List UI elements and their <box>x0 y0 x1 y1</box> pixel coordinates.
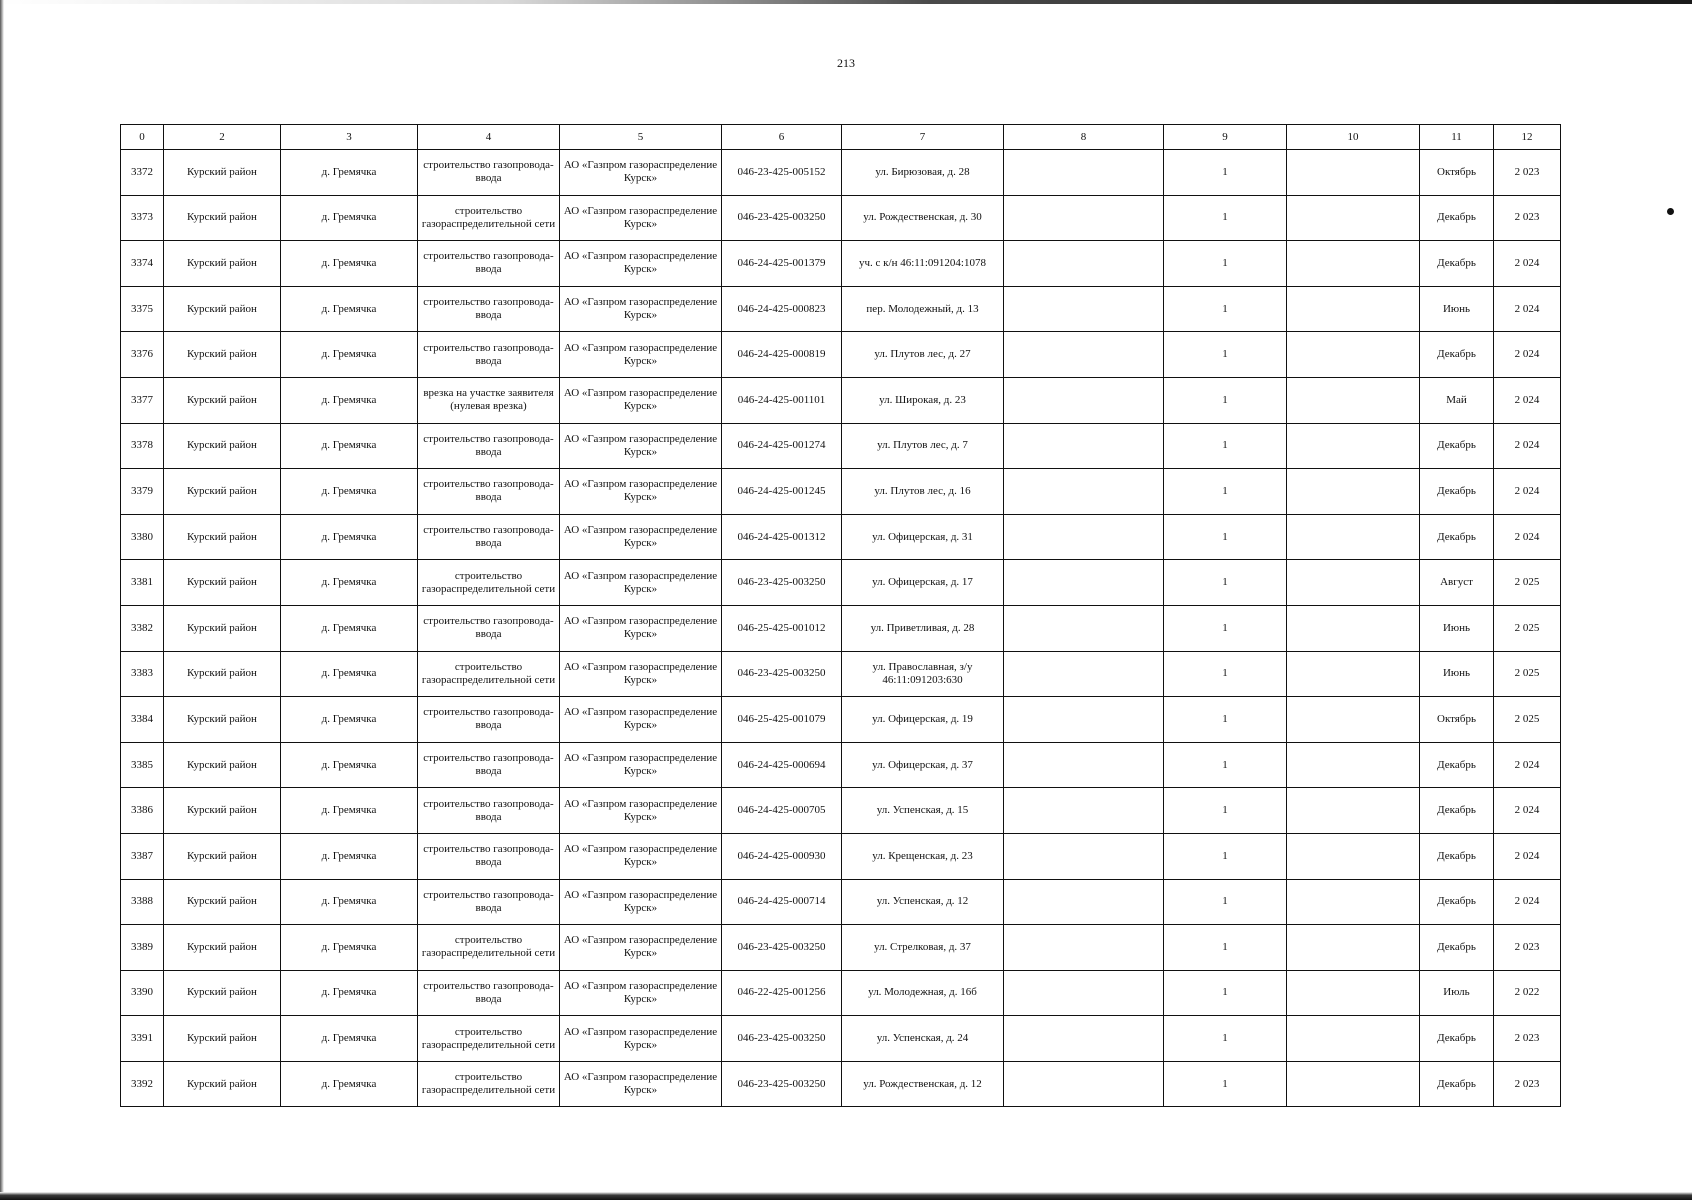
code-cell: 046-22-425-001256 <box>722 970 842 1016</box>
quantity-cell: 1 <box>1164 1016 1287 1062</box>
settlement-cell: д. Гремячка <box>281 788 418 834</box>
work-type-cell: строительство газопровода-ввода <box>418 605 560 651</box>
table-row <box>121 605 1561 651</box>
row-number-cell: 3383 <box>121 651 164 697</box>
scan-edge-left <box>0 0 4 1200</box>
column-10-cell <box>1287 970 1420 1016</box>
quantity-cell: 1 <box>1164 742 1287 788</box>
organization-cell: АО «Газпром газораспределение Курск» <box>560 742 722 788</box>
column-8-cell <box>1004 286 1164 332</box>
code-cell: 046-23-425-003250 <box>722 1061 842 1107</box>
year-cell: 2 024 <box>1494 788 1561 834</box>
column-10-cell <box>1287 195 1420 241</box>
quantity-cell: 1 <box>1164 560 1287 606</box>
organization-cell: АО «Газпром газораспределение Курск» <box>560 469 722 515</box>
district-cell: Курский район <box>164 195 281 241</box>
organization-cell: АО «Газпром газораспределение Курск» <box>560 925 722 971</box>
row-number-cell: 3387 <box>121 833 164 879</box>
district-cell: Курский район <box>164 697 281 743</box>
district-cell: Курский район <box>164 1061 281 1107</box>
year-cell: 2 024 <box>1494 241 1561 287</box>
column-8-cell <box>1004 377 1164 423</box>
column-10-cell <box>1287 286 1420 332</box>
address-cell: ул. Офицерская, д. 31 <box>842 514 1004 560</box>
settlement-cell: д. Гремячка <box>281 241 418 287</box>
organization-cell: АО «Газпром газораспределение Курск» <box>560 970 722 1016</box>
month-cell: Декабрь <box>1420 788 1494 834</box>
column-10-cell <box>1287 514 1420 560</box>
year-cell: 2 022 <box>1494 970 1561 1016</box>
code-cell: 046-25-425-001079 <box>722 697 842 743</box>
column-header: 5 <box>560 125 722 150</box>
column-10-cell <box>1287 241 1420 287</box>
column-header: 2 <box>164 125 281 150</box>
column-header: 6 <box>722 125 842 150</box>
year-cell: 2 024 <box>1494 377 1561 423</box>
address-cell: ул. Офицерская, д. 17 <box>842 560 1004 606</box>
month-cell: Декабрь <box>1420 469 1494 515</box>
table-body <box>121 150 1561 1107</box>
quantity-cell: 1 <box>1164 286 1287 332</box>
district-cell: Курский район <box>164 605 281 651</box>
column-8-cell <box>1004 651 1164 697</box>
column-header: 11 <box>1420 125 1494 150</box>
address-cell: ул. Успенская, д. 12 <box>842 879 1004 925</box>
month-cell: Май <box>1420 377 1494 423</box>
row-number-cell: 3373 <box>121 195 164 241</box>
column-8-cell <box>1004 925 1164 971</box>
code-cell: 046-24-425-000823 <box>722 286 842 332</box>
district-cell: Курский район <box>164 150 281 196</box>
quantity-cell: 1 <box>1164 514 1287 560</box>
month-cell: Декабрь <box>1420 925 1494 971</box>
organization-cell: АО «Газпром газораспределение Курск» <box>560 1061 722 1107</box>
column-10-cell <box>1287 1016 1420 1062</box>
scan-edge-bottom <box>0 1192 1692 1200</box>
column-header: 9 <box>1164 125 1287 150</box>
quantity-cell: 1 <box>1164 195 1287 241</box>
table-row <box>121 423 1561 469</box>
work-type-cell: строительство газопровода-ввода <box>418 514 560 560</box>
row-number-cell: 3386 <box>121 788 164 834</box>
table-row <box>121 195 1561 241</box>
year-cell: 2 023 <box>1494 195 1561 241</box>
quantity-cell: 1 <box>1164 469 1287 515</box>
year-cell: 2 023 <box>1494 1016 1561 1062</box>
quantity-cell: 1 <box>1164 605 1287 651</box>
row-number-cell: 3379 <box>121 469 164 515</box>
row-number-cell: 3374 <box>121 241 164 287</box>
table-row <box>121 560 1561 606</box>
column-10-cell <box>1287 560 1420 606</box>
code-cell: 046-23-425-005152 <box>722 150 842 196</box>
code-cell: 046-24-425-001312 <box>722 514 842 560</box>
code-cell: 046-23-425-003250 <box>722 195 842 241</box>
organization-cell: АО «Газпром газораспределение Курск» <box>560 788 722 834</box>
column-8-cell <box>1004 332 1164 378</box>
quantity-cell: 1 <box>1164 150 1287 196</box>
address-cell: ул. Плутов лес, д. 27 <box>842 332 1004 378</box>
column-8-cell <box>1004 697 1164 743</box>
column-8-cell <box>1004 788 1164 834</box>
address-cell: уч. с к/н 46:11:091204:1078 <box>842 241 1004 287</box>
quantity-cell: 1 <box>1164 833 1287 879</box>
work-type-cell: строительство газопровода-ввода <box>418 150 560 196</box>
month-cell: Декабрь <box>1420 1061 1494 1107</box>
address-cell: ул. Успенская, д. 24 <box>842 1016 1004 1062</box>
table-row <box>121 1016 1561 1062</box>
year-cell: 2 024 <box>1494 514 1561 560</box>
address-cell: ул. Молодежная, д. 16б <box>842 970 1004 1016</box>
quantity-cell: 1 <box>1164 423 1287 469</box>
page-number: 213 <box>837 56 855 70</box>
settlement-cell: д. Гремячка <box>281 332 418 378</box>
work-type-cell: строительство газораспределительной сети <box>418 1016 560 1062</box>
settlement-cell: д. Гремячка <box>281 195 418 241</box>
column-header: 4 <box>418 125 560 150</box>
column-10-cell <box>1287 697 1420 743</box>
month-cell: Декабрь <box>1420 423 1494 469</box>
quantity-cell: 1 <box>1164 925 1287 971</box>
column-10-cell <box>1287 377 1420 423</box>
row-number-cell: 3385 <box>121 742 164 788</box>
quantity-cell: 1 <box>1164 332 1287 378</box>
column-8-cell <box>1004 560 1164 606</box>
district-cell: Курский район <box>164 560 281 606</box>
code-cell: 046-24-425-000714 <box>722 879 842 925</box>
column-10-cell <box>1287 833 1420 879</box>
table-row <box>121 241 1561 287</box>
month-cell: Декабрь <box>1420 742 1494 788</box>
year-cell: 2 024 <box>1494 332 1561 378</box>
work-type-cell: строительство газопровода-ввода <box>418 879 560 925</box>
quantity-cell: 1 <box>1164 788 1287 834</box>
column-10-cell <box>1287 1061 1420 1107</box>
quantity-cell: 1 <box>1164 241 1287 287</box>
district-cell: Курский район <box>164 469 281 515</box>
quantity-cell: 1 <box>1164 697 1287 743</box>
column-10-cell <box>1287 925 1420 971</box>
month-cell: Июль <box>1420 970 1494 1016</box>
column-10-cell <box>1287 742 1420 788</box>
table-row <box>121 332 1561 378</box>
table-row <box>121 514 1561 560</box>
address-cell: ул. Офицерская, д. 19 <box>842 697 1004 743</box>
organization-cell: АО «Газпром газораспределение Курск» <box>560 332 722 378</box>
column-8-cell <box>1004 1016 1164 1062</box>
quantity-cell: 1 <box>1164 1061 1287 1107</box>
work-type-cell: строительство газопровода-ввода <box>418 833 560 879</box>
settlement-cell: д. Гремячка <box>281 879 418 925</box>
row-number-cell: 3380 <box>121 514 164 560</box>
work-type-cell: строительство газораспределительной сети <box>418 651 560 697</box>
work-type-cell: строительство газопровода-ввода <box>418 970 560 1016</box>
district-cell: Курский район <box>164 651 281 697</box>
column-header: 10 <box>1287 125 1420 150</box>
table-row <box>121 469 1561 515</box>
organization-cell: АО «Газпром газораспределение Курск» <box>560 514 722 560</box>
month-cell: Декабрь <box>1420 241 1494 287</box>
column-10-cell <box>1287 150 1420 196</box>
work-type-cell: строительство газораспределительной сети <box>418 1061 560 1107</box>
address-cell: пер. Молодежный, д. 13 <box>842 286 1004 332</box>
organization-cell: АО «Газпром газораспределение Курск» <box>560 423 722 469</box>
organization-cell: АО «Газпром газораспределение Курск» <box>560 1016 722 1062</box>
column-8-cell <box>1004 423 1164 469</box>
work-type-cell: строительство газопровода-ввода <box>418 423 560 469</box>
year-cell: 2 024 <box>1494 879 1561 925</box>
code-cell: 046-24-425-001379 <box>722 241 842 287</box>
row-number-cell: 3376 <box>121 332 164 378</box>
organization-cell: АО «Газпром газораспределение Курск» <box>560 241 722 287</box>
address-cell: ул. Офицерская, д. 37 <box>842 742 1004 788</box>
work-type-cell: строительство газораспределительной сети <box>418 195 560 241</box>
column-10-cell <box>1287 605 1420 651</box>
table-row <box>121 879 1561 925</box>
table-row <box>121 1061 1561 1107</box>
year-cell: 2 025 <box>1494 697 1561 743</box>
district-cell: Курский район <box>164 514 281 560</box>
settlement-cell: д. Гремячка <box>281 925 418 971</box>
row-number-cell: 3372 <box>121 150 164 196</box>
work-type-cell: строительство газопровода-ввода <box>418 286 560 332</box>
district-cell: Курский район <box>164 833 281 879</box>
month-cell: Декабрь <box>1420 833 1494 879</box>
month-cell: Октябрь <box>1420 697 1494 743</box>
code-cell: 046-24-425-000930 <box>722 833 842 879</box>
table-header-row <box>121 125 1561 150</box>
code-cell: 046-23-425-003250 <box>722 1016 842 1062</box>
address-cell: ул. Бирюзовая, д. 28 <box>842 150 1004 196</box>
column-10-cell <box>1287 879 1420 925</box>
month-cell: Август <box>1420 560 1494 606</box>
settlement-cell: д. Гремячка <box>281 514 418 560</box>
address-cell: ул. Стрелковая, д. 37 <box>842 925 1004 971</box>
settlement-cell: д. Гремячка <box>281 742 418 788</box>
organization-cell: АО «Газпром газораспределение Курск» <box>560 195 722 241</box>
column-8-cell <box>1004 742 1164 788</box>
settlement-cell: д. Гремячка <box>281 697 418 743</box>
address-cell: ул. Православная, з/у 46:11:091203:630 <box>842 651 1004 697</box>
address-cell: ул. Рождественская, д. 30 <box>842 195 1004 241</box>
district-cell: Курский район <box>164 286 281 332</box>
column-10-cell <box>1287 423 1420 469</box>
code-cell: 046-23-425-003250 <box>722 560 842 606</box>
month-cell: Декабрь <box>1420 879 1494 925</box>
district-cell: Курский район <box>164 925 281 971</box>
settlement-cell: д. Гремячка <box>281 286 418 332</box>
code-cell: 046-25-425-001012 <box>722 605 842 651</box>
work-type-cell: строительство газопровода-ввода <box>418 697 560 743</box>
address-cell: ул. Широкая, д. 23 <box>842 377 1004 423</box>
table-row <box>121 788 1561 834</box>
work-type-cell: строительство газопровода-ввода <box>418 241 560 287</box>
district-cell: Курский район <box>164 1016 281 1062</box>
organization-cell: АО «Газпром газораспределение Курск» <box>560 286 722 332</box>
work-type-cell: строительство газопровода-ввода <box>418 469 560 515</box>
work-type-cell: строительство газопровода-ввода <box>418 332 560 378</box>
column-10-cell <box>1287 788 1420 834</box>
district-cell: Курский район <box>164 377 281 423</box>
address-cell: ул. Плутов лес, д. 7 <box>842 423 1004 469</box>
column-10-cell <box>1287 651 1420 697</box>
column-8-cell <box>1004 514 1164 560</box>
address-cell: ул. Успенская, д. 15 <box>842 788 1004 834</box>
row-number-cell: 3378 <box>121 423 164 469</box>
row-number-cell: 3384 <box>121 697 164 743</box>
row-number-cell: 3382 <box>121 605 164 651</box>
organization-cell: АО «Газпром газораспределение Курск» <box>560 651 722 697</box>
address-cell: ул. Крещенская, д. 23 <box>842 833 1004 879</box>
settlement-cell: д. Гремячка <box>281 1016 418 1062</box>
work-type-cell: строительство газопровода-ввода <box>418 742 560 788</box>
column-header: 0 <box>121 125 164 150</box>
district-cell: Курский район <box>164 742 281 788</box>
organization-cell: АО «Газпром газораспределение Курск» <box>560 879 722 925</box>
work-type-cell: врезка на участке заявителя (нулевая врезка) <box>418 377 560 423</box>
district-cell: Курский район <box>164 332 281 378</box>
settlement-cell: д. Гремячка <box>281 833 418 879</box>
district-cell: Курский район <box>164 241 281 287</box>
table-row <box>121 377 1561 423</box>
column-header: 3 <box>281 125 418 150</box>
table-row <box>121 150 1561 196</box>
row-number-cell: 3389 <box>121 925 164 971</box>
district-cell: Курский район <box>164 788 281 834</box>
settlement-cell: д. Гремячка <box>281 1061 418 1107</box>
quantity-cell: 1 <box>1164 879 1287 925</box>
row-number-cell: 3377 <box>121 377 164 423</box>
district-cell: Курский район <box>164 879 281 925</box>
settlement-cell: д. Гремячка <box>281 377 418 423</box>
district-cell: Курский район <box>164 970 281 1016</box>
column-10-cell <box>1287 469 1420 515</box>
year-cell: 2 024 <box>1494 833 1561 879</box>
work-type-cell: строительство газопровода-ввода <box>418 788 560 834</box>
row-number-cell: 3392 <box>121 1061 164 1107</box>
column-8-cell <box>1004 879 1164 925</box>
column-8-cell <box>1004 605 1164 651</box>
table-row <box>121 697 1561 743</box>
year-cell: 2 023 <box>1494 925 1561 971</box>
organization-cell: АО «Газпром газораспределение Курск» <box>560 697 722 743</box>
year-cell: 2 025 <box>1494 651 1561 697</box>
year-cell: 2 024 <box>1494 423 1561 469</box>
table-row <box>121 925 1561 971</box>
table-row <box>121 651 1561 697</box>
column-8-cell <box>1004 970 1164 1016</box>
month-cell: Декабрь <box>1420 195 1494 241</box>
month-cell: Октябрь <box>1420 150 1494 196</box>
address-cell: ул. Приветливая, д. 28 <box>842 605 1004 651</box>
table-row <box>121 742 1561 788</box>
district-cell: Курский район <box>164 423 281 469</box>
column-8-cell <box>1004 150 1164 196</box>
month-cell: Декабрь <box>1420 514 1494 560</box>
quantity-cell: 1 <box>1164 651 1287 697</box>
column-8-cell <box>1004 241 1164 287</box>
settlement-cell: д. Гремячка <box>281 150 418 196</box>
code-cell: 046-24-425-000819 <box>722 332 842 378</box>
column-8-cell <box>1004 833 1164 879</box>
organization-cell: АО «Газпром газораспределение Курск» <box>560 150 722 196</box>
code-cell: 046-24-425-001245 <box>722 469 842 515</box>
year-cell: 2 023 <box>1494 1061 1561 1107</box>
column-8-cell <box>1004 195 1164 241</box>
quantity-cell: 1 <box>1164 377 1287 423</box>
row-number-cell: 3381 <box>121 560 164 606</box>
column-8-cell <box>1004 469 1164 515</box>
month-cell: Декабрь <box>1420 1016 1494 1062</box>
column-8-cell <box>1004 1061 1164 1107</box>
work-type-cell: строительство газораспределительной сети <box>418 925 560 971</box>
data-table <box>120 124 1561 1107</box>
address-cell: ул. Плутов лес, д. 16 <box>842 469 1004 515</box>
settlement-cell: д. Гремячка <box>281 970 418 1016</box>
address-cell: ул. Рождественская, д. 12 <box>842 1061 1004 1107</box>
row-number-cell: 3375 <box>121 286 164 332</box>
code-cell: 046-24-425-001101 <box>722 377 842 423</box>
table-row <box>121 970 1561 1016</box>
row-number-cell: 3388 <box>121 879 164 925</box>
month-cell: Июнь <box>1420 605 1494 651</box>
row-number-cell: 3390 <box>121 970 164 1016</box>
settlement-cell: д. Гремячка <box>281 423 418 469</box>
table-row <box>121 286 1561 332</box>
settlement-cell: д. Гремячка <box>281 651 418 697</box>
column-header: 12 <box>1494 125 1561 150</box>
code-cell: 046-23-425-003250 <box>722 651 842 697</box>
year-cell: 2 024 <box>1494 469 1561 515</box>
row-number-cell: 3391 <box>121 1016 164 1062</box>
column-header: 8 <box>1004 125 1164 150</box>
table-row <box>121 833 1561 879</box>
year-cell: 2 025 <box>1494 560 1561 606</box>
organization-cell: АО «Газпром газораспределение Курск» <box>560 833 722 879</box>
year-cell: 2 024 <box>1494 742 1561 788</box>
settlement-cell: д. Гремячка <box>281 469 418 515</box>
code-cell: 046-24-425-001274 <box>722 423 842 469</box>
year-cell: 2 023 <box>1494 150 1561 196</box>
month-cell: Июнь <box>1420 651 1494 697</box>
organization-cell: АО «Газпром газораспределение Курск» <box>560 377 722 423</box>
scan-edge-top <box>0 0 1692 4</box>
quantity-cell: 1 <box>1164 970 1287 1016</box>
month-cell: Декабрь <box>1420 332 1494 378</box>
organization-cell: АО «Газпром газораспределение Курск» <box>560 605 722 651</box>
code-cell: 046-24-425-000705 <box>722 788 842 834</box>
year-cell: 2 024 <box>1494 286 1561 332</box>
settlement-cell: д. Гремячка <box>281 560 418 606</box>
settlement-cell: д. Гремячка <box>281 605 418 651</box>
scan-dot-mark <box>1667 208 1674 215</box>
work-type-cell: строительство газораспределительной сети <box>418 560 560 606</box>
code-cell: 046-24-425-000694 <box>722 742 842 788</box>
code-cell: 046-23-425-003250 <box>722 925 842 971</box>
column-10-cell <box>1287 332 1420 378</box>
column-header: 7 <box>842 125 1004 150</box>
month-cell: Июнь <box>1420 286 1494 332</box>
year-cell: 2 025 <box>1494 605 1561 651</box>
organization-cell: АО «Газпром газораспределение Курск» <box>560 560 722 606</box>
